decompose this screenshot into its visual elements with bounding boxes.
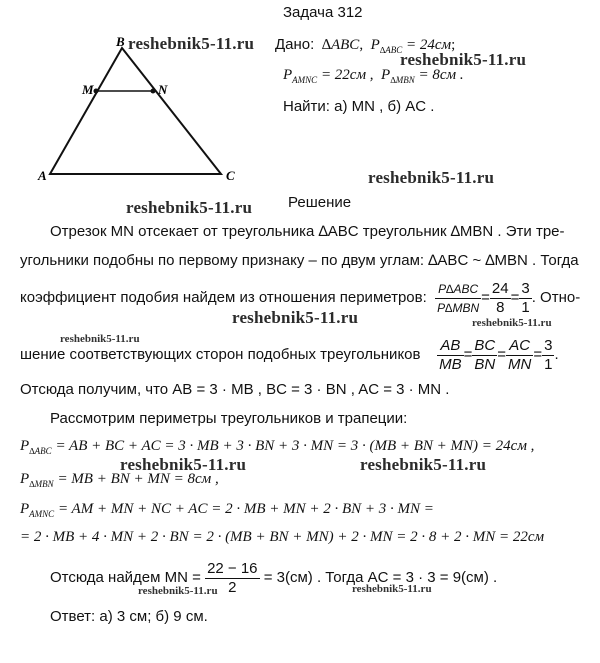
- equation-line: $P_{\Delta ABC}$ = AB + BC + AC = 3 · MB + 3 · BN + 3 · MN = 3 · (MB + BN + MN) = 24см ,: [20, 438, 535, 456]
- ratio-line: шение соответствующих сторон подобных треугольников $\frac{AB}{MB}$ = $\frac{BC}{BN}$ = $\frac{AC}{MN}$ = $\frac{3}{1}$ .: [20, 336, 559, 373]
- watermark: reshebnik5-11.ru: [232, 308, 359, 327]
- given-line-2: $P_{AMNC} = 22см$ , $P_{\Delta MBN} = 8см$ .: [283, 67, 464, 85]
- answer-line: Ответ: а) 3 см; б) 9 см.: [50, 608, 208, 625]
- watermark: reshebnik5-11.ru: [120, 455, 247, 474]
- fraction: $\frac{BC}{BN}$: [474, 336, 496, 373]
- fraction: $\frac{24}{8}$: [491, 279, 509, 316]
- find-line: Найти: а) MN , б) AC .: [283, 98, 435, 115]
- watermark: reshebnik5-11.ru: [128, 34, 255, 53]
- label-a: A: [38, 168, 47, 183]
- label-n: N: [158, 82, 168, 97]
- watermark: reshebnik5-11.ru: [126, 198, 253, 217]
- watermark: reshebnik5-11.ru: [368, 168, 495, 187]
- point-n: [151, 89, 156, 94]
- watermark: reshebnik5-11.ru: [472, 317, 552, 329]
- watermark: reshebnik5-11.ru: [60, 333, 140, 345]
- fraction: $\frac{3}{1}$: [521, 279, 530, 316]
- fraction: $\frac{3}{1}$: [544, 336, 553, 373]
- page-title: Задача 312: [283, 4, 363, 21]
- watermark: reshebnik5-11.ru: [138, 585, 218, 597]
- paragraph-line: угольники подобны по первому признаку – по двум углам: ∆ABC ~ ∆MBN . Тогда: [20, 252, 579, 269]
- fraction: $\frac{22 - 16}{2}$: [207, 559, 258, 596]
- equation-line: $P_{AMNC}$ = AM + MN + NC + AC = 2 · MB + MN + 2 · BN + 3 · MN =: [20, 501, 434, 519]
- watermark: reshebnik5-11.ru: [352, 583, 432, 595]
- label-m: M: [82, 82, 94, 97]
- result-line: Отсюда найдем MN = $\frac{22 - 16}{2}$ = 3(см) . Тогда AC = 3 · 3 = 9(см) .: [50, 559, 498, 596]
- watermark: reshebnik5-11.ru: [360, 455, 487, 474]
- paragraph-line: Рассмотрим периметры треугольников и трапеции:: [50, 410, 408, 427]
- watermark: reshebnik5-11.ru: [400, 50, 527, 69]
- label-c: C: [226, 168, 235, 183]
- solution-heading: Решение: [288, 194, 352, 211]
- paragraph-line: Отрезок MN отсекает от треугольника ∆ABC треугольник ∆MBN . Эти тре-: [50, 223, 565, 240]
- similarity-coefficient-line: коэффициент подобия найдем из отношения периметров: $\frac{\text{P∆ABC}}{\text{P∆MBN}}$ = $\frac{24}{8}$ = $\frac{3}{1}$ . Отно-: [20, 279, 581, 316]
- given-line-1: Дано: ∆ABC, $P_{\Delta ABC} = 24см$;: [275, 36, 456, 55]
- point-m: [94, 89, 99, 94]
- equation-line: = 2 · MB + 4 · MN + 2 · BN = 2 · (MB + BN + MN) + 2 · MN = 2 · 8 + 2 · MN = 22см: [20, 529, 545, 545]
- label-b: B: [116, 34, 125, 49]
- triangle-abc: [50, 48, 221, 174]
- equation-line: $P_{\Delta MBN}$ = MB + BN + MN = 8см ,: [20, 471, 219, 489]
- fraction: $\frac{AC}{MN}$: [508, 336, 532, 373]
- fraction: $\frac{AB}{MB}$: [439, 336, 462, 373]
- fraction: $\frac{\text{P∆ABC}}{\text{P∆MBN}}$: [437, 281, 480, 315]
- paragraph-line: Отсюда получим, что AB = 3 · MB , BC = 3 · BN , AC = 3 · MN .: [20, 381, 450, 398]
